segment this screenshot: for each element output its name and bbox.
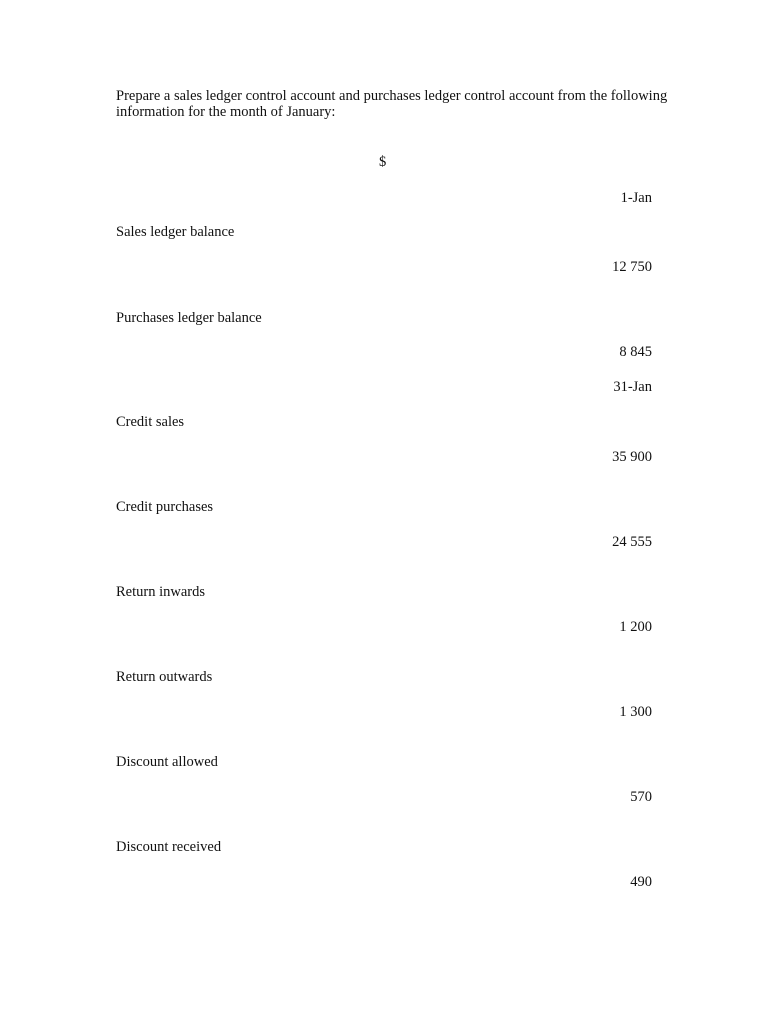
item-amount-discount-allowed: 570: [630, 789, 652, 805]
item-label-return-inwards: Return inwards: [116, 584, 205, 600]
item-label-discount-allowed: Discount allowed: [116, 754, 218, 770]
item-amount-purchases-ledger-balance: 8 845: [619, 344, 652, 360]
date-closing: 31-Jan: [613, 379, 652, 395]
item-label-sales-ledger-balance: Sales ledger balance: [116, 224, 235, 240]
intro-paragraph: Prepare a sales ledger control account and purchases ledger control account from the following information for the month of January:: [116, 88, 668, 120]
item-amount-credit-purchases: 24 555: [612, 534, 652, 550]
item-label-credit-purchases: Credit purchases: [116, 499, 214, 515]
item-label-discount-received: Discount received: [116, 839, 222, 855]
item-amount-discount-received: 490: [630, 874, 652, 890]
item-label-credit-sales: Credit sales: [116, 414, 185, 430]
item-amount-return-inwards: 1 200: [619, 619, 652, 635]
item-amount-sales-ledger-balance: 12 750: [612, 259, 652, 275]
item-amount-return-outwards: 1 300: [619, 704, 652, 720]
item-label-purchases-ledger-balance: Purchases ledger balance: [116, 310, 262, 326]
item-amount-credit-sales: 35 900: [612, 449, 652, 465]
currency-header: $: [379, 154, 387, 170]
item-label-return-outwards: Return outwards: [116, 669, 213, 685]
date-opening: 1-Jan: [620, 190, 652, 206]
